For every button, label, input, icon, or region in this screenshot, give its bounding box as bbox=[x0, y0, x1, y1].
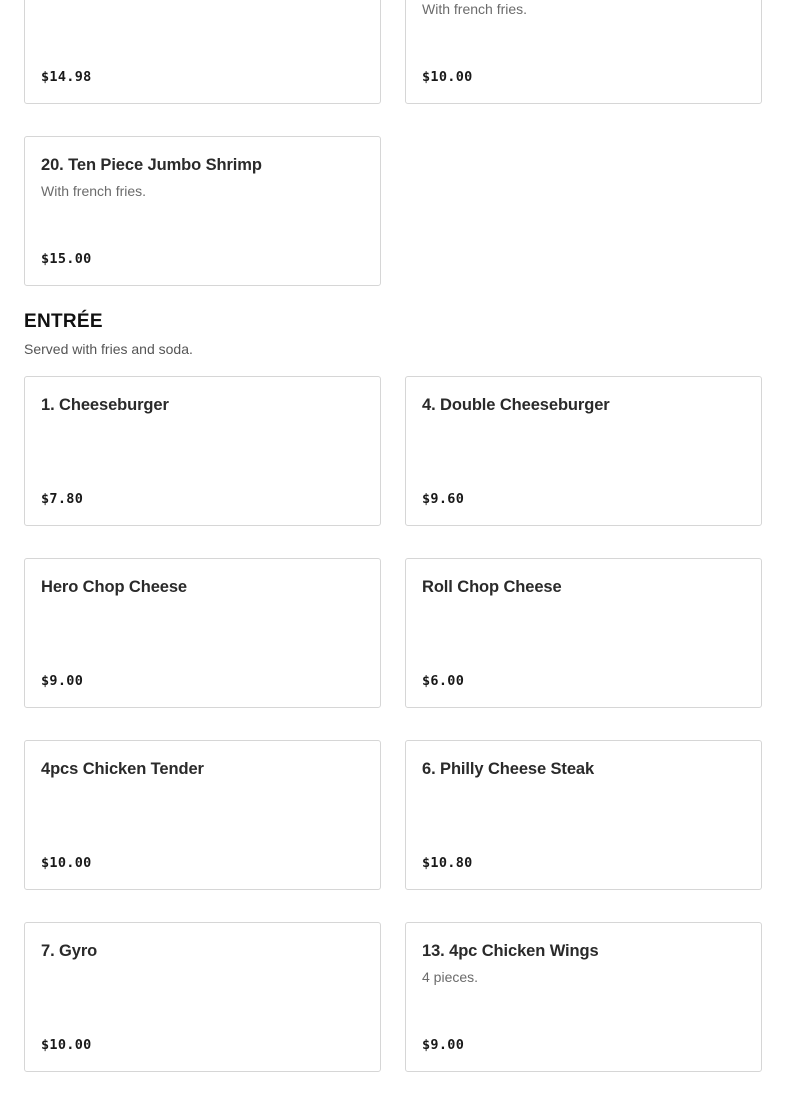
section-subtitle: Served with fries and soda. bbox=[24, 341, 193, 357]
item-name: 7. Gyro bbox=[41, 942, 98, 960]
item-price: $9.00 bbox=[422, 1037, 465, 1053]
item-name: 6. Philly Cheese Steak bbox=[422, 760, 595, 778]
item-name: 1. Cheeseburger bbox=[41, 396, 169, 414]
menu-item-card[interactable] bbox=[405, 922, 762, 1072]
item-price: $14.98 bbox=[41, 69, 92, 85]
menu-item-card[interactable] bbox=[24, 558, 381, 708]
item-name: 13. 4pc Chicken Wings bbox=[422, 942, 599, 960]
menu-item-card[interactable] bbox=[24, 740, 381, 890]
item-name: 4pcs Chicken Tender bbox=[41, 760, 204, 778]
item-price: $7.80 bbox=[41, 491, 84, 507]
menu-item-card[interactable] bbox=[24, 376, 381, 526]
item-price: $10.00 bbox=[422, 69, 473, 85]
menu-item-card[interactable] bbox=[405, 558, 762, 708]
item-price: $10.00 bbox=[41, 855, 92, 871]
item-name: 4. Double Cheeseburger bbox=[422, 396, 610, 414]
item-price: $15.00 bbox=[41, 251, 92, 267]
item-price: $9.00 bbox=[41, 673, 84, 689]
item-description: With french fries. bbox=[41, 183, 147, 199]
item-name: Roll Chop Cheese bbox=[422, 578, 562, 596]
menu-item-card[interactable] bbox=[405, 740, 762, 890]
menu-item-card[interactable] bbox=[24, 0, 381, 104]
menu-item-card[interactable] bbox=[24, 922, 381, 1072]
menu-item-card[interactable] bbox=[405, 0, 762, 104]
item-description: 4 pieces. bbox=[422, 969, 479, 985]
item-price: $6.00 bbox=[422, 673, 465, 689]
item-price: $10.80 bbox=[422, 855, 473, 871]
item-description: With french fries. bbox=[422, 1, 528, 17]
item-name: Hero Chop Cheese bbox=[41, 578, 188, 596]
menu-item-card[interactable] bbox=[405, 376, 762, 526]
item-price: $10.00 bbox=[41, 1037, 92, 1053]
item-price: $9.60 bbox=[422, 491, 465, 507]
section-title: ENTRÉE bbox=[24, 311, 103, 332]
item-name: 20. Ten Piece Jumbo Shrimp bbox=[41, 156, 262, 174]
menu-item-card[interactable] bbox=[24, 136, 381, 286]
